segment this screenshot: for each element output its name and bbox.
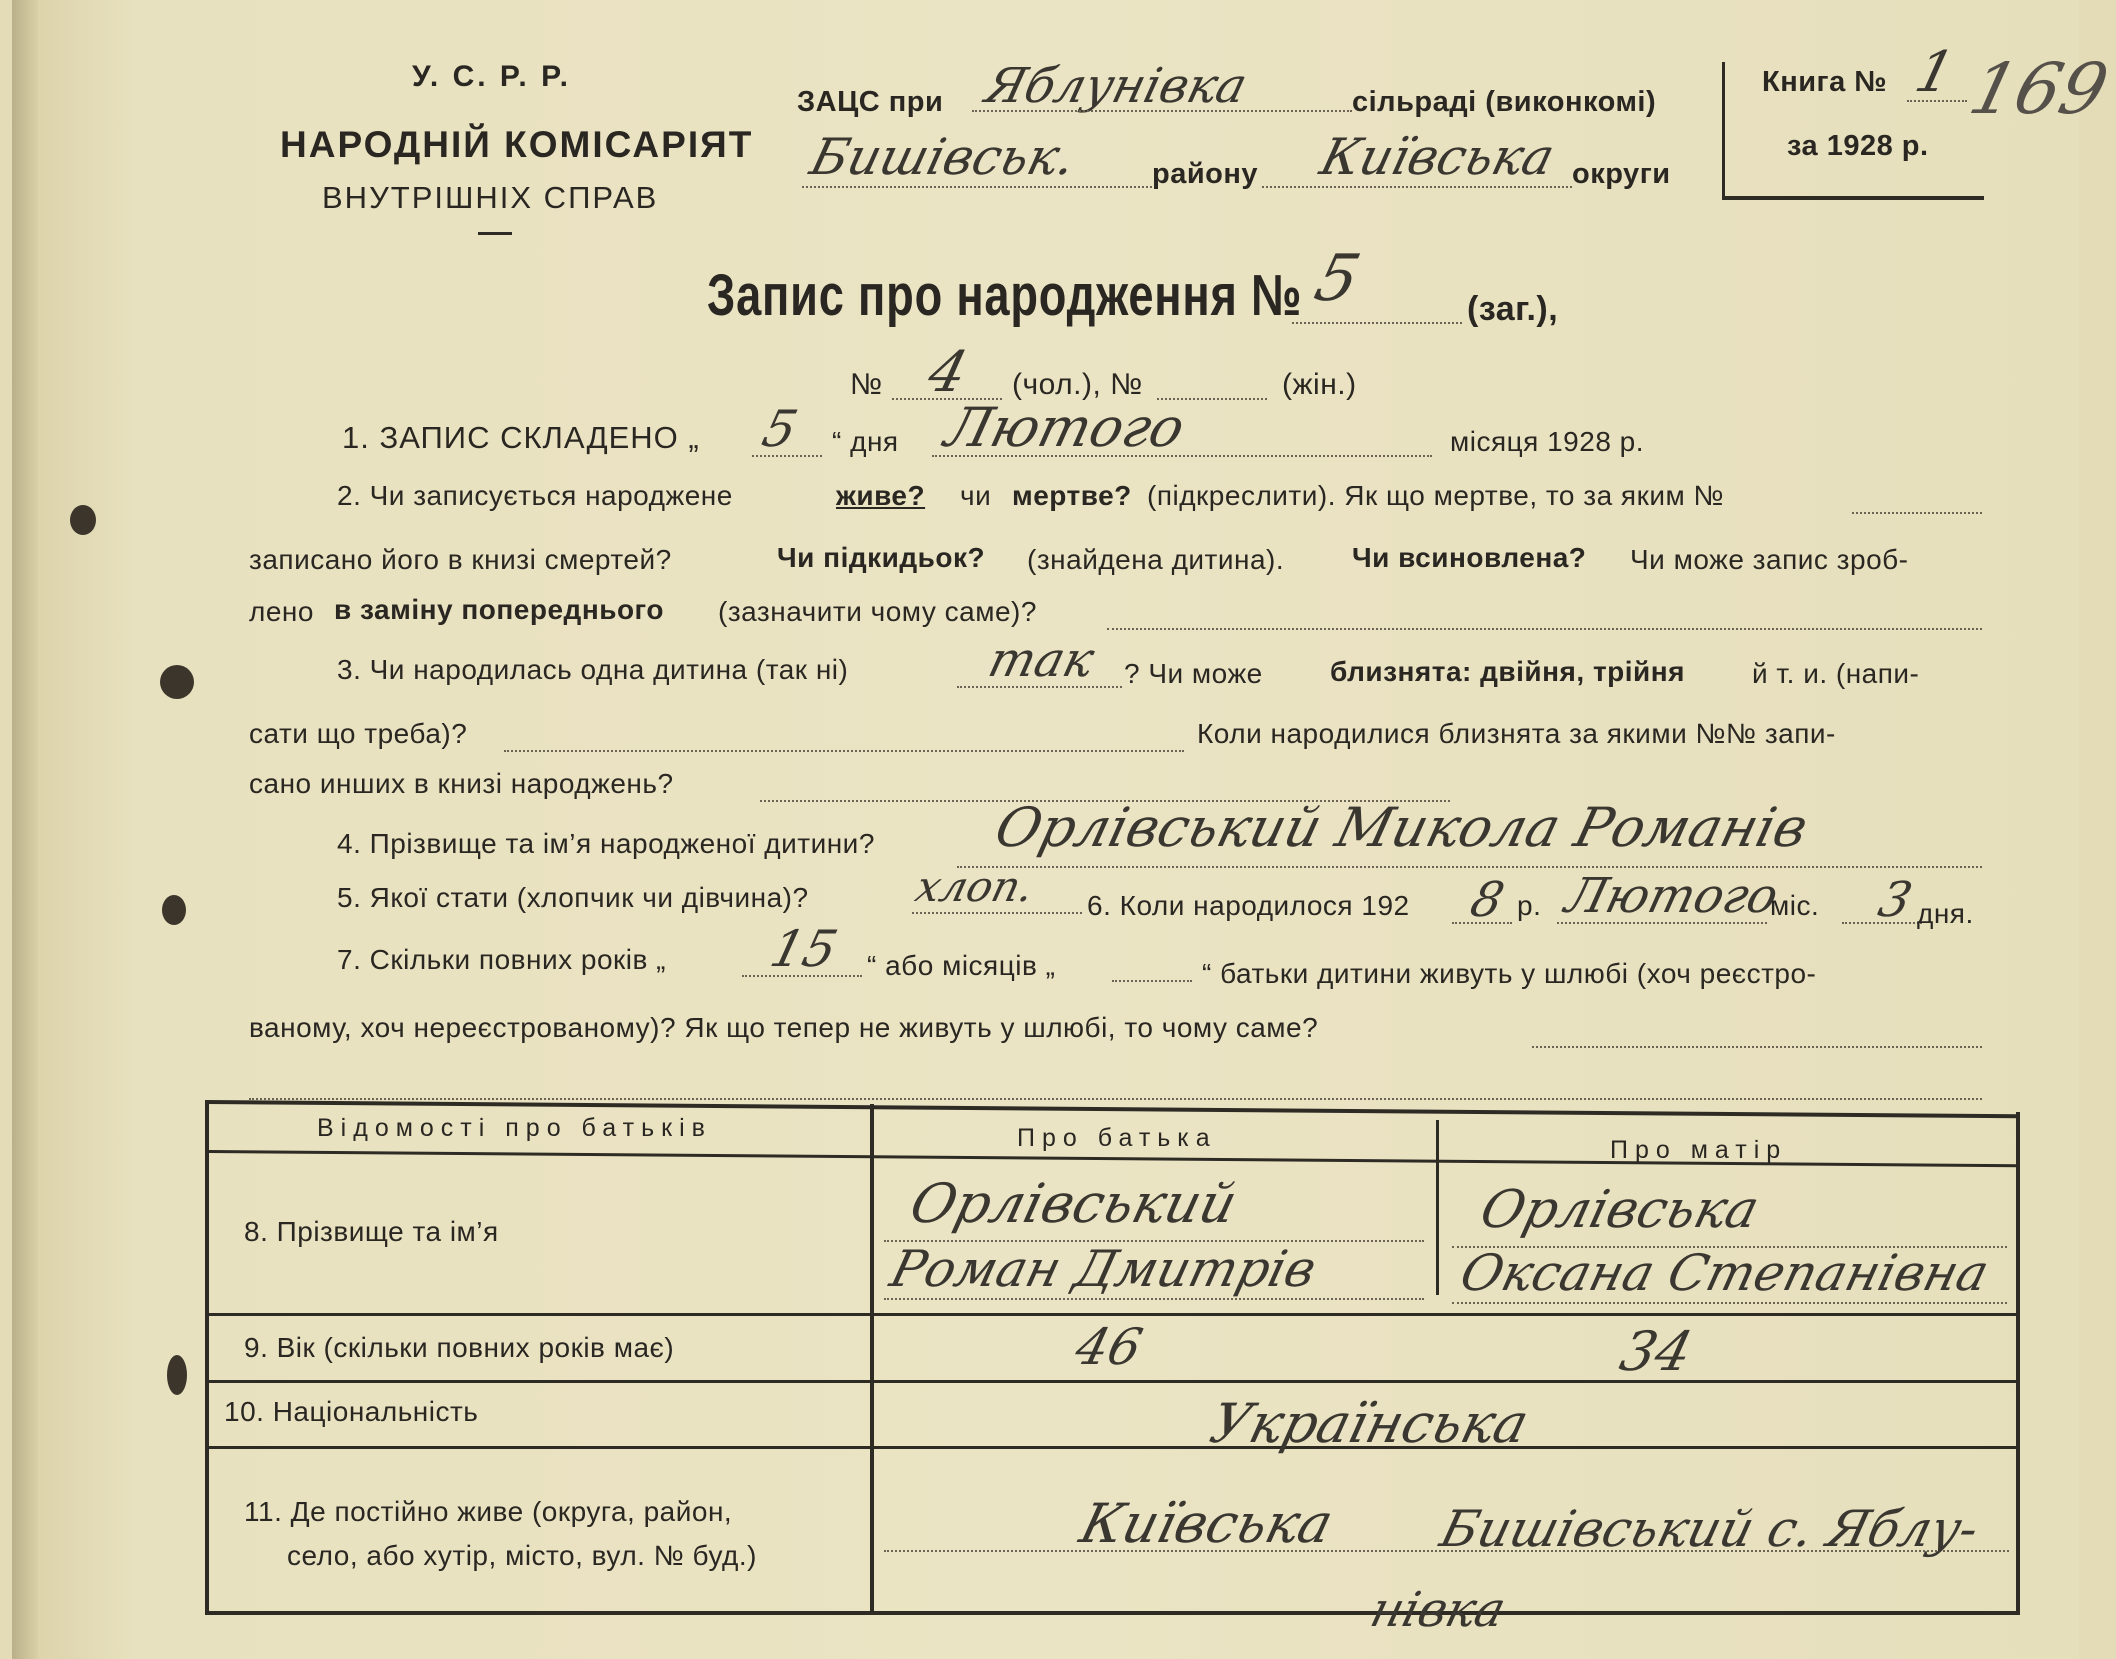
item2-dead: мертве?	[1012, 480, 1132, 511]
table-row10-line	[209, 1446, 2019, 1449]
punch-hole	[167, 1355, 187, 1395]
r9-label: 9. Вік (скільки повних років має)	[244, 1332, 675, 1363]
item2-line3a: лено	[249, 596, 314, 627]
item1-month: Лютого	[939, 396, 1191, 459]
item6-year-digit: 8	[1465, 872, 1510, 928]
zags-village-line	[972, 110, 1352, 112]
item6-dnia: дня.	[1917, 898, 1974, 929]
item3-line1c: й т. и. (напи-	[1752, 658, 1920, 689]
punch-hole	[70, 505, 96, 535]
district-label: району	[1152, 158, 1259, 190]
item6-day: 3	[1873, 872, 1918, 928]
item6-r: р.	[1517, 890, 1542, 921]
item3-line1b: ? Чи може	[1124, 658, 1263, 689]
item3-answer-line	[957, 686, 1122, 688]
item2-line1b: (підкреслити). Як що мертве, то за яким №	[1147, 480, 1725, 511]
item7-label: 7. Скільки повних років „	[337, 944, 667, 975]
col-head-info: Відомості про батьків	[317, 1114, 712, 1142]
r8-mother-name: Оксана Степанівна	[1454, 1244, 1995, 1302]
col-head-mother: Про матір	[1610, 1136, 1788, 1164]
item3-twins: близнята: двійня, трійня	[1330, 656, 1685, 687]
r9-father-age: 46	[1069, 1318, 1148, 1376]
female-suffix: (жін.)	[1282, 368, 1357, 401]
r8-father-name: Роман Дмитрів	[884, 1240, 1322, 1298]
item5-line	[912, 912, 1082, 914]
r8-father-surname: Орлівський	[904, 1172, 1244, 1235]
item1-day-word: “ дня	[832, 426, 899, 457]
book-label: Книга №	[1762, 66, 1888, 98]
district-line	[802, 186, 1152, 188]
book-year: за 1928 р.	[1787, 130, 1929, 162]
r8-label: 8. Прізвище та ім’я	[244, 1216, 499, 1247]
table-col-divider-2	[1436, 1120, 1439, 1295]
r8-father-line2	[884, 1298, 1424, 1300]
district-value: Бишівськ.	[804, 128, 1082, 186]
zags-village: Яблунівка	[980, 58, 1253, 114]
book-box-left	[1722, 62, 1725, 198]
okruga-line	[1262, 186, 1572, 188]
item6-mis: міс.	[1770, 890, 1820, 921]
item2-line2a: записано його в книзі смертей?	[249, 544, 672, 575]
r11-village-end: нівка	[1365, 1582, 1512, 1638]
item4-value: Орлівський Микола Романів	[989, 796, 1815, 859]
item7-line2: ваному, хоч нереєстрованому)? Як що тепер не живуть у шлюбі, то чому саме?	[249, 1012, 1319, 1043]
male-suffix: (чол.), №	[1012, 368, 1143, 401]
item2-line1a: 2. Чи записується народжене	[337, 480, 733, 511]
item1-tail: місяця 1928 р.	[1450, 426, 1645, 457]
item6-year-line	[1452, 922, 1512, 924]
item7-line3-fill[interactable]	[249, 1098, 1982, 1100]
item6-label: 6. Коли народилося 192	[1087, 890, 1410, 921]
item2-line1-fill[interactable]	[1852, 512, 1982, 514]
item5-label: 5. Якої стати (хлопчик чи дівчина)?	[337, 882, 809, 913]
item1-day-line	[752, 455, 822, 457]
zags-prefix: ЗАЦС при	[797, 86, 944, 118]
okruga-value: Київська	[1314, 128, 1561, 186]
item6-month-line	[1557, 922, 1767, 924]
r11-district-village: Бишівський с. Яблу-	[1434, 1500, 1985, 1558]
book-box-bottom	[1722, 196, 1984, 200]
male-number-label: №	[850, 368, 883, 401]
page-number: 169	[1961, 48, 2116, 130]
item3-answer: так	[983, 632, 1100, 688]
book-number: 1	[1908, 40, 1961, 105]
table-bottom	[205, 1611, 2020, 1615]
item1-month-line	[932, 455, 1432, 457]
item1-label: 1. ЗАПИС СКЛАДЕНО „	[342, 420, 700, 455]
item1-day: 5	[756, 400, 804, 458]
commissariat-subtitle: ВНУТРІШНІХ СПРАВ	[322, 180, 659, 215]
document-page	[12, 0, 2116, 1659]
commissariat-title: НАРОДНІЙ КОМІСАРІЯТ	[280, 124, 754, 165]
item4-line	[957, 866, 1982, 868]
col-head-father: Про батька	[1017, 1124, 1217, 1152]
item7-years-line	[742, 975, 862, 977]
r11-label-line2: село, або хутір, місто, вул. № буд.)	[287, 1540, 757, 1571]
item2-line3-fill[interactable]	[1107, 628, 1982, 630]
r11-okruga: Київська	[1074, 1492, 1340, 1555]
table-row9-line	[209, 1380, 2019, 1383]
item7-months-line[interactable]	[1112, 980, 1192, 982]
punch-hole	[160, 665, 194, 699]
r10-nationality: Українська	[1204, 1392, 1535, 1455]
item7-tail: “ батьки дитини живуть у шлюбі (хоч реєстро-	[1202, 958, 1817, 989]
republic-label: У. С. Р. Р.	[412, 60, 571, 93]
item3-line1a: 3. Чи народилась одна дитина (так ні)	[337, 654, 849, 685]
item2-line2c: Чи може запис зроб-	[1630, 544, 1909, 575]
item2-line3b: (зазначити чому саме)?	[718, 596, 1037, 627]
item3-line3: сано инших в книзі народжень?	[249, 768, 674, 799]
item3-line2a: сати що треба)?	[249, 718, 468, 749]
item5-value: хлоп.	[910, 862, 1040, 911]
table-left	[205, 1100, 209, 1615]
table-right	[2016, 1112, 2020, 1615]
item2-foundling: Чи підкидьок?	[777, 542, 986, 573]
item6-month: Лютого	[1560, 868, 1784, 924]
table-row8-line	[209, 1313, 2019, 1316]
r8-mother-surname: Орлівська	[1474, 1180, 1765, 1240]
item2-adopted: Чи всиновлена?	[1352, 542, 1587, 573]
item2-line2b: (знайдена дитина).	[1027, 544, 1285, 575]
r8-mother-line2	[1452, 1302, 2007, 1304]
record-title: Запис про народження №	[707, 263, 1303, 328]
r11-label-line1: 11. Де постійно живе (округа, район,	[244, 1496, 733, 1527]
item4-label: 4. Прізвище та ім’я народженої дитини?	[337, 828, 875, 859]
r9-mother-age: 34	[1614, 1320, 1699, 1383]
zags-suffix: сільраді (виконкомі)	[1352, 86, 1657, 118]
record-suffix: (заг.),	[1467, 290, 1559, 328]
record-number: 5	[1307, 242, 1367, 316]
item3-line2-fill[interactable]	[504, 750, 1184, 752]
item2-or: чи	[960, 480, 992, 511]
item7-line2-fill[interactable]	[1532, 1046, 1982, 1048]
item3-line2b: Коли народилися близнята за якими №№ запи-	[1197, 718, 1836, 749]
divider	[478, 232, 512, 235]
book-number-line	[1907, 100, 1967, 102]
table-col-divider-1	[870, 1104, 874, 1614]
page-edge	[12, 0, 38, 1659]
item7-mid: “ або місяців „	[867, 950, 1056, 981]
item2-replace: в заміну попереднього	[334, 594, 664, 625]
punch-hole	[162, 895, 186, 925]
r10-label: 10. Національність	[224, 1396, 479, 1427]
item7-years: 15	[764, 920, 843, 978]
okruga-label: округи	[1572, 158, 1671, 190]
item6-day-line	[1842, 922, 1922, 924]
item2-alive: живе?	[836, 480, 926, 511]
male-number: 4	[921, 340, 974, 405]
record-number-line	[1292, 322, 1462, 324]
